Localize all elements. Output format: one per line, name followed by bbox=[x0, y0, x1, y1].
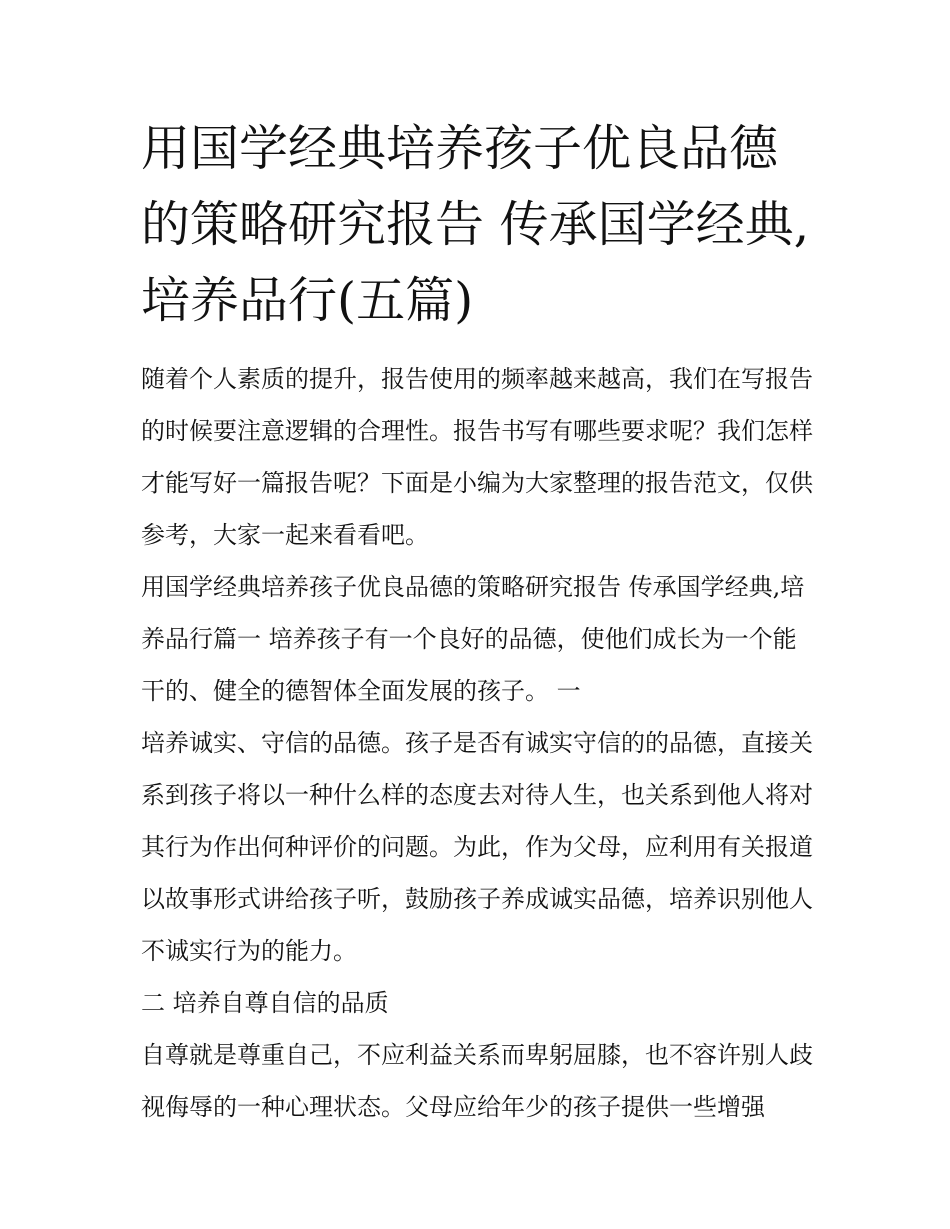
document-body bbox=[141, 353, 816, 1133]
section-two-heading: 二 培养自尊自信的品质 bbox=[141, 989, 389, 1017]
intro-paragraph: 随着个人素质的提升，报告使用的频率越来越高，我们在写报告的时候要注意逻辑的合理性。报告书写有哪些要求呢？我们怎样才能写好一篇报告呢？下面是小编为大家整理的报告范文，仅供参考，大家一起来看看吧。 bbox=[141, 365, 813, 549]
self-respect-paragraph: 自尊就是尊重自己，不应利益关系而卑躬屈膝，也不容许别人歧视侮辱的一种心理状态。父母应给年少的孩子提供一些增强 bbox=[141, 1041, 813, 1121]
section-one-paragraph: 用国学经典培养孩子优良品德的策略研究报告 传承国学经典,培养品行篇一 培养孩子有一个良好的品德，使他们成长为一个能干的、健全的德智体全面发展的孩子。 一 bbox=[141, 573, 805, 705]
document-content bbox=[141, 111, 816, 1133]
honesty-paragraph: 培养诚实、守信的品德。孩子是否有诚实守信的的品德，直接关系到孩子将以一种什么样的态度去对待人生，也关系到他人将对其行为作出何种评价的问题。为此，作为父母，应利用有关报道以故事形式讲给孩子听，鼓励孩子养成诚实品德，培养识别他人不诚实行为的能力。 bbox=[141, 729, 813, 965]
document-title: 用国学经典培养孩子优良品德的策略研究报告 传承国学经典,培养品行(五篇) bbox=[141, 120, 810, 329]
